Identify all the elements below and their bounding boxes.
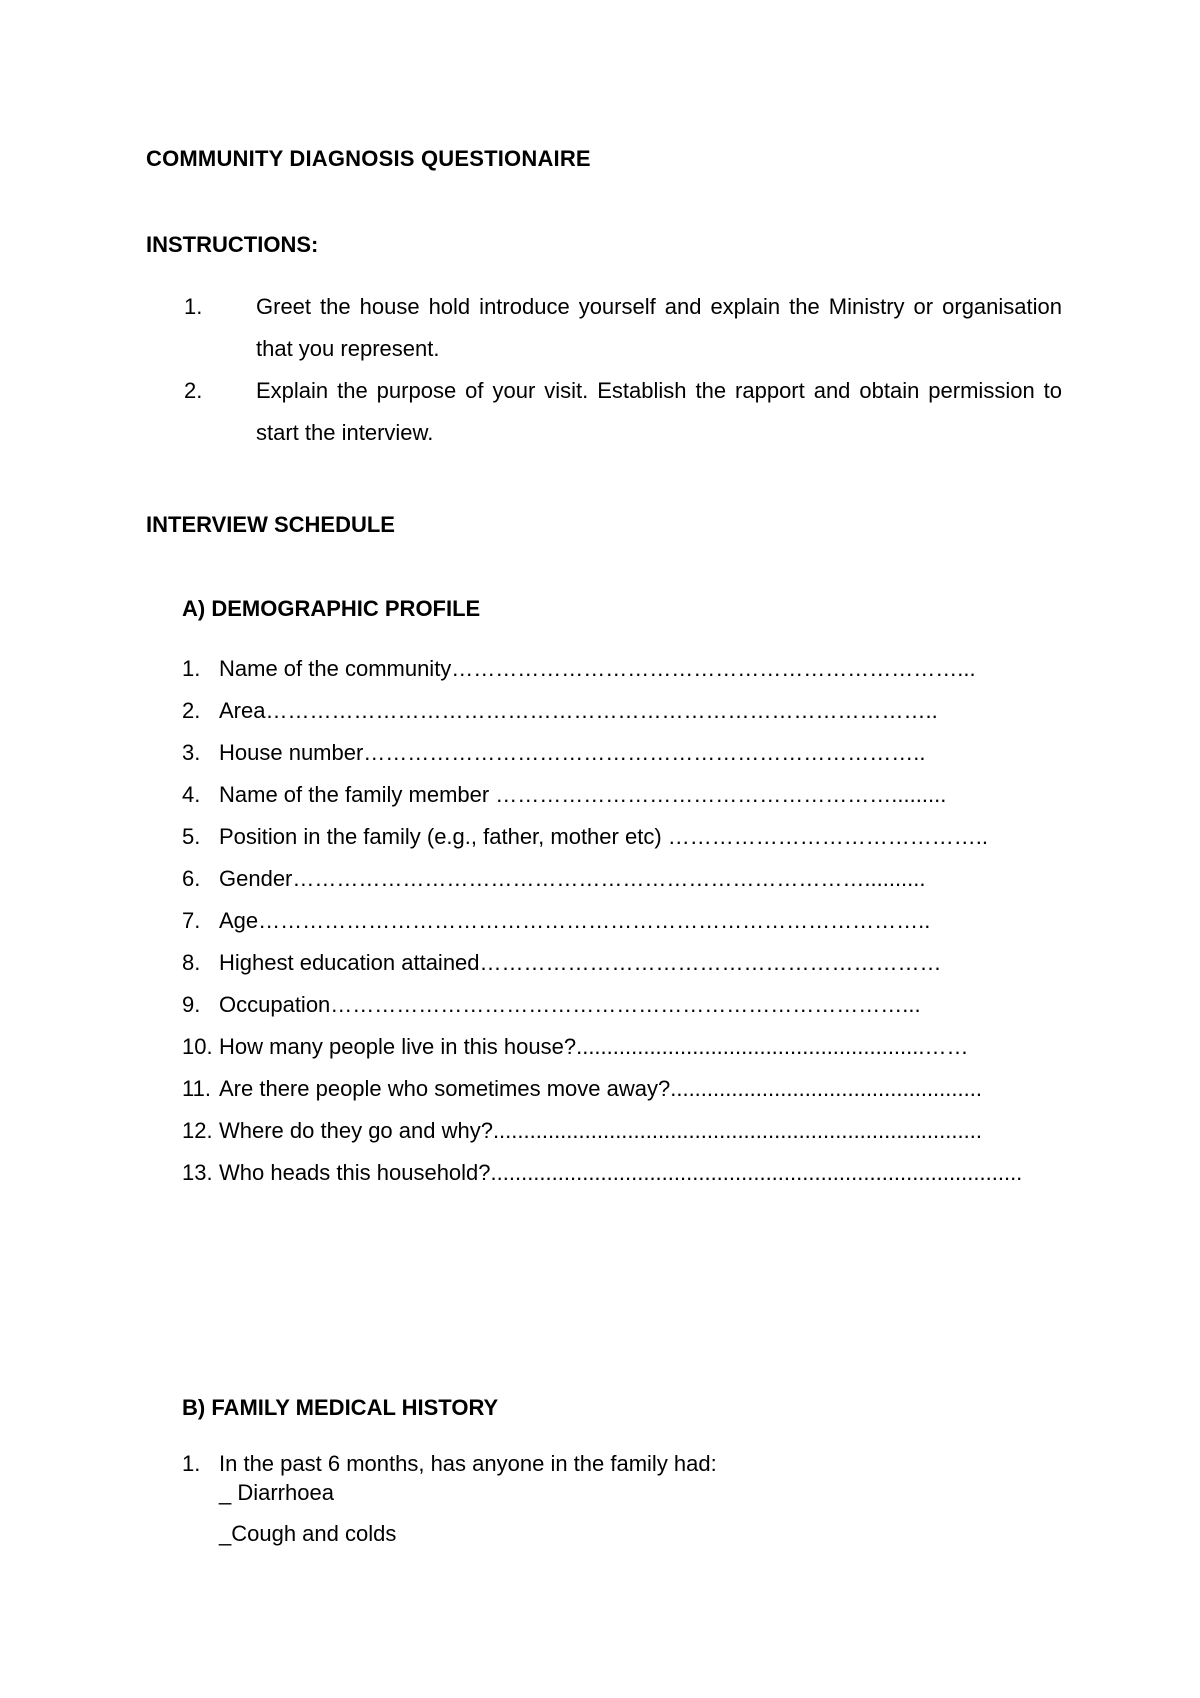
item-text: Name of the community……………………………………………………………... — [219, 656, 976, 681]
page-title: COMMUNITY DIAGNOSIS QUESTIONAIRE — [146, 146, 591, 171]
demographic-profile-heading: A) DEMOGRAPHIC PROFILE — [182, 596, 481, 621]
item-number: 10. — [182, 1034, 213, 1059]
list-item — [182, 732, 1062, 774]
list-item — [182, 942, 1062, 984]
item-number: 4. — [182, 782, 201, 807]
option-diarrhoea: _ Diarrhoea — [219, 1480, 334, 1505]
list-item — [182, 1449, 1062, 1548]
item-text: Name of the family member ………………………………………………......... — [219, 782, 947, 807]
instruction-number: 1. — [184, 294, 203, 319]
option-cough-and-colds: _Cough and colds — [219, 1521, 397, 1546]
list-item — [182, 1068, 1062, 1110]
item-number: 9. — [182, 992, 201, 1017]
item-number: 3. — [182, 740, 201, 765]
item-number: 5. — [182, 824, 201, 849]
list-item — [182, 816, 1062, 858]
demographic-profile-list — [182, 648, 1062, 1194]
item-number: 1. — [182, 1451, 201, 1476]
list-item — [182, 1110, 1062, 1152]
item-number: 13. — [182, 1160, 213, 1185]
item-number: 8. — [182, 950, 201, 975]
list-item — [182, 858, 1062, 900]
item-text: Age……………………………………………………………………………….. — [219, 908, 931, 933]
item-number: 6. — [182, 866, 201, 891]
instruction-number: 2. — [184, 378, 203, 403]
item-text: How many people live in this house?.........................................................…… — [219, 1034, 969, 1059]
item-text: Where do they go and why?................................................................................ — [219, 1118, 982, 1143]
question-text: In the past 6 months, has anyone in the family had: — [219, 1451, 717, 1476]
family-medical-history-heading: B) FAMILY MEDICAL HISTORY — [182, 1395, 499, 1420]
instruction-text: Greet the house hold introduce yourself and explain the Ministry or organisation that you represent. — [256, 294, 1062, 361]
item-number: 12. — [182, 1118, 213, 1143]
list-item — [182, 900, 1062, 942]
interview-schedule-heading: INTERVIEW SCHEDULE — [146, 512, 395, 537]
instruction-item — [146, 286, 1062, 370]
item-text: Who heads this household?....................................................................................... — [219, 1160, 1023, 1185]
list-item — [182, 1152, 1062, 1194]
list-item — [182, 984, 1062, 1026]
item-number: 1. — [182, 656, 201, 681]
item-text: Gender…………………………………………………………………….......... — [219, 866, 926, 891]
item-text: Are there people who sometimes move away?................................................... — [219, 1076, 982, 1101]
item-text: Area……………………………………………………………………………….. — [219, 698, 938, 723]
item-number: 7. — [182, 908, 201, 933]
family-medical-history-list — [182, 1449, 1062, 1548]
list-item — [182, 774, 1062, 816]
item-number: 2. — [182, 698, 201, 723]
item-text: Highest education attained……………………………………………………… — [219, 950, 942, 975]
instruction-item — [146, 370, 1062, 454]
instructions-heading: INSTRUCTIONS: — [146, 232, 319, 257]
list-item — [182, 1026, 1062, 1068]
item-text: Occupation……………………………………………………………………... — [219, 992, 921, 1017]
item-text: Position in the family (e.g., father, mother etc) …………………………………….. — [219, 824, 988, 849]
item-text: House number………………………………………………………………….. — [219, 740, 926, 765]
list-item — [182, 690, 1062, 732]
list-item — [182, 648, 1062, 690]
instruction-text: Explain the purpose of your visit. Establish the rapport and obtain permission to start the interview. — [256, 378, 1062, 445]
instructions-list — [146, 286, 1062, 454]
item-number: 11. — [182, 1076, 211, 1101]
